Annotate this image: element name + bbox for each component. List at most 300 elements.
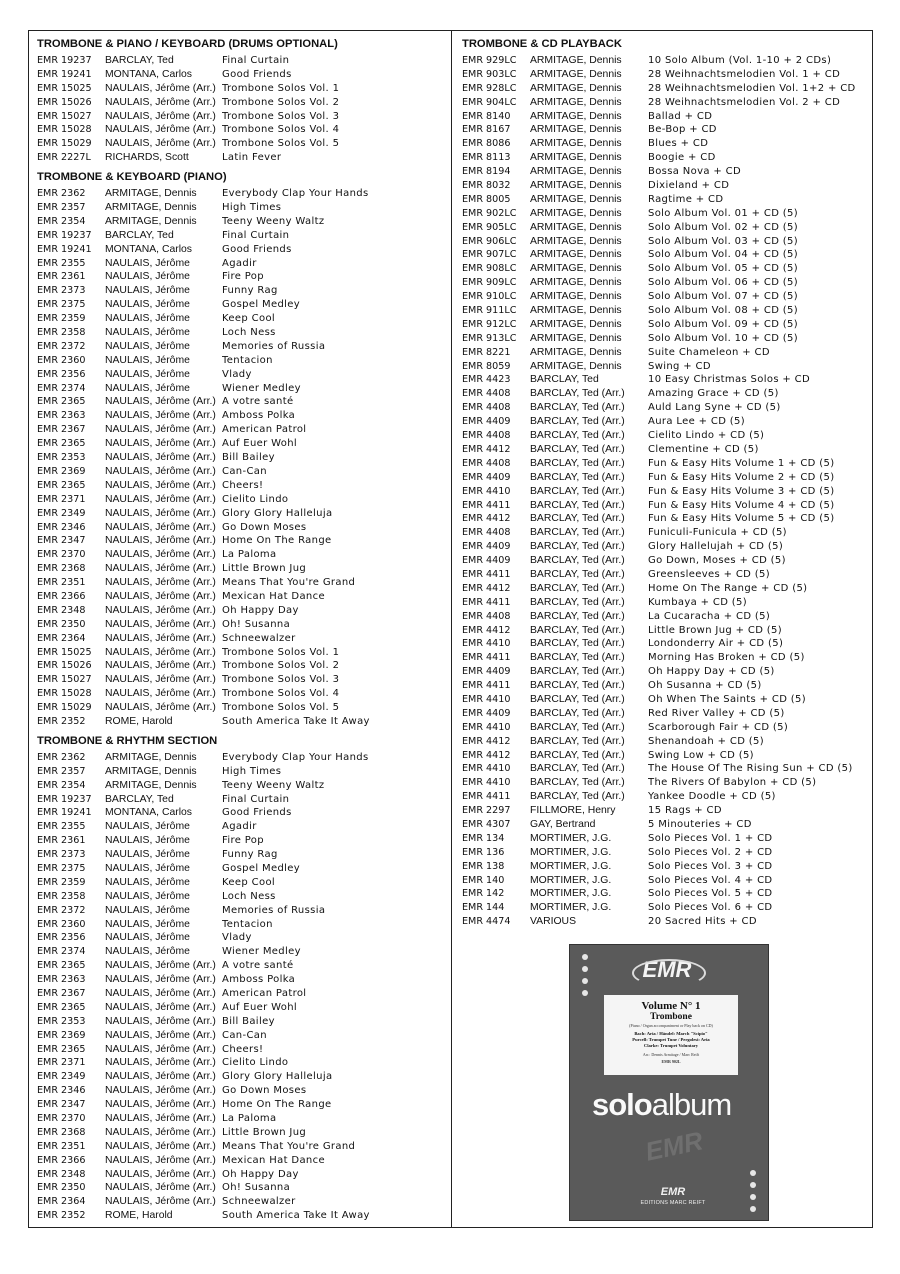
work-title: Vlady xyxy=(222,932,252,944)
composer: NAULAIS, Jérôme xyxy=(105,849,190,861)
catalog-number: EMR 2297 xyxy=(462,805,511,817)
composer: NAULAIS, Jérôme (Arr.) xyxy=(105,702,216,714)
composer: NAULAIS, Jérôme (Arr.) xyxy=(105,1182,216,1194)
composer: NAULAIS, Jérôme (Arr.) xyxy=(105,535,216,547)
catalog-row xyxy=(462,290,868,304)
composer: ARMITAGE, Dennis xyxy=(530,110,622,122)
catalog-number: EMR 138 xyxy=(462,860,505,872)
composer: NAULAIS, Jérôme (Arr.) xyxy=(105,1071,216,1083)
work-title: Tentacion xyxy=(222,354,273,366)
catalog-row xyxy=(462,887,868,901)
catalog-row xyxy=(462,332,868,346)
catalog-number: EMR 4409 xyxy=(462,416,511,428)
catalog-row xyxy=(462,318,868,332)
cover-piece: Purcell: Trumpet Tune / Pergolesi: Aria xyxy=(632,1037,710,1042)
catalog-number: EMR 4411 xyxy=(462,568,511,580)
catalog-row xyxy=(37,618,445,632)
catalog-row xyxy=(37,151,445,165)
work-title: Auf Euer Wohl xyxy=(222,438,298,450)
composer: ARMITAGE, Dennis xyxy=(530,193,622,205)
work-title: Cielito Lindo xyxy=(222,493,289,505)
catalog-number: EMR 4408 xyxy=(462,610,511,622)
work-title: Go Down, Moses + CD (5) xyxy=(648,555,786,567)
work-title: Cielito Lindo + CD (5) xyxy=(648,430,765,442)
catalog-row xyxy=(37,646,445,660)
catalog-row xyxy=(462,110,868,124)
catalog-row xyxy=(37,201,445,215)
work-title: Swing + CD xyxy=(648,360,711,372)
composer: NAULAIS, Jérôme (Arr.) xyxy=(105,688,216,700)
catalog-number: EMR 2352 xyxy=(37,715,86,727)
composer: BARCLAY, Ted (Arr.) xyxy=(530,430,625,442)
composer: NAULAIS, Jérôme (Arr.) xyxy=(105,493,216,505)
work-title: Everybody Clap Your Hands xyxy=(222,751,369,763)
catalog-row xyxy=(462,68,868,82)
catalog-row xyxy=(462,624,868,638)
catalog-row xyxy=(462,874,868,888)
catalog-row xyxy=(37,340,445,354)
catalog-number: EMR 4412 xyxy=(462,735,511,747)
catalog-number: EMR 2357 xyxy=(37,765,86,777)
composer: NAULAIS, Jérôme (Arr.) xyxy=(105,424,216,436)
catalog-row xyxy=(462,54,868,68)
catalog-number: EMR 2349 xyxy=(37,507,86,519)
catalog-number: EMR 144 xyxy=(462,902,505,914)
catalog-number: EMR 2368 xyxy=(37,1126,86,1138)
catalog-row xyxy=(462,82,868,96)
composer: MORTIMER, J.G. xyxy=(530,888,612,900)
work-title: Trombone Solos Vol. 2 xyxy=(222,96,340,108)
work-title: Oh Susanna + CD (5) xyxy=(648,680,762,692)
section-heading: TROMBONE & RHYTHM SECTION xyxy=(37,734,218,747)
work-title: Cheers! xyxy=(222,1043,264,1055)
catalog-number: EMR 2356 xyxy=(37,932,86,944)
catalog-number: EMR 2347 xyxy=(37,535,86,547)
composer: NAULAIS, Jérôme (Arr.) xyxy=(105,479,216,491)
catalog-row xyxy=(37,1056,445,1070)
catalog-number: EMR 134 xyxy=(462,832,505,844)
catalog-number: EMR 2356 xyxy=(37,368,86,380)
catalog-row xyxy=(37,368,445,382)
work-title: Fun & Easy Hits Volume 2 + CD (5) xyxy=(648,471,835,483)
composer: NAULAIS, Jérôme (Arr.) xyxy=(105,1099,216,1111)
composer: ARMITAGE, Dennis xyxy=(530,346,622,358)
work-title: Keep Cool xyxy=(222,876,276,888)
catalog-number: EMR 4408 xyxy=(462,388,511,400)
cover-dot xyxy=(750,1194,756,1200)
composer: NAULAIS, Jérôme (Arr.) xyxy=(105,674,216,686)
work-title: Cielito Lindo xyxy=(222,1057,289,1069)
composer: NAULAIS, Jérôme xyxy=(105,340,190,352)
catalog-row xyxy=(462,457,868,471)
composer: BARCLAY, Ted (Arr.) xyxy=(530,721,625,733)
catalog-row xyxy=(37,590,445,604)
composer: ARMITAGE, Dennis xyxy=(530,96,622,108)
catalog-row xyxy=(37,1140,445,1154)
catalog-row xyxy=(462,776,868,790)
catalog-row xyxy=(37,437,445,451)
catalog-number: EMR 15029 xyxy=(37,702,92,714)
composer: BARCLAY, Ted (Arr.) xyxy=(530,568,625,580)
composer: BARCLAY, Ted (Arr.) xyxy=(530,402,625,414)
work-title: Solo Pieces Vol. 2 + CD xyxy=(648,846,773,858)
catalog-number: EMR 2351 xyxy=(37,577,86,589)
cover-volume: Volume N° 1 xyxy=(641,1000,701,1012)
composer: RICHARDS, Scott xyxy=(105,152,189,164)
work-title: Solo Album Vol. 04 + CD (5) xyxy=(648,249,799,261)
catalog-row xyxy=(462,693,868,707)
composer: NAULAIS, Jérôme (Arr.) xyxy=(105,660,216,672)
catalog-number: EMR 15029 xyxy=(37,138,92,150)
work-title: Solo Pieces Vol. 3 + CD xyxy=(648,860,773,872)
catalog-number: EMR 2371 xyxy=(37,493,86,505)
work-title: Greensleeves + CD (5) xyxy=(648,568,770,580)
work-title: Solo Album Vol. 10 + CD (5) xyxy=(648,332,799,344)
catalog-number: EMR 4412 xyxy=(462,443,511,455)
work-title: Home On The Range xyxy=(222,1099,332,1111)
composer: NAULAIS, Jérôme (Arr.) xyxy=(105,549,216,561)
catalog-number: EMR 4408 xyxy=(462,402,511,414)
composer: ARMITAGE, Dennis xyxy=(530,249,622,261)
catalog-row xyxy=(37,82,445,96)
catalog-row xyxy=(462,568,868,582)
composer: ARMITAGE, Dennis xyxy=(530,138,622,150)
catalog-row xyxy=(37,604,445,618)
cover-brand xyxy=(638,1185,708,1215)
catalog-row xyxy=(37,229,445,243)
work-title: Boogie + CD xyxy=(648,152,716,164)
catalog-number: EMR 2370 xyxy=(37,1113,86,1125)
work-title: Solo Album Vol. 07 + CD (5) xyxy=(648,291,799,303)
catalog-number: EMR 2375 xyxy=(37,862,86,874)
composer: NAULAIS, Jérôme xyxy=(105,327,190,339)
catalog-frame xyxy=(28,30,873,1228)
catalog-number: EMR 2358 xyxy=(37,890,86,902)
catalog-number: EMR 2373 xyxy=(37,849,86,861)
catalog-row xyxy=(462,96,868,110)
cover-dot xyxy=(582,966,588,972)
catalog-row xyxy=(462,540,868,554)
work-title: Tentacion xyxy=(222,918,273,930)
catalog-row xyxy=(37,751,445,765)
catalog-row xyxy=(37,312,445,326)
composer: BARCLAY, Ted (Arr.) xyxy=(530,555,625,567)
catalog-number: EMR 19241 xyxy=(37,807,92,819)
catalog-row xyxy=(462,248,868,262)
composer: BARCLAY, Ted (Arr.) xyxy=(530,777,625,789)
catalog-row xyxy=(462,554,868,568)
work-title: 28 Weihnachtsmelodien Vol. 2 + CD xyxy=(648,96,841,108)
catalog-row xyxy=(37,1070,445,1084)
composer: NAULAIS, Jérôme (Arr.) xyxy=(105,646,216,658)
work-title: Dixieland + CD xyxy=(648,180,730,192)
composer: NAULAIS, Jérôme xyxy=(105,313,190,325)
catalog-row xyxy=(462,832,868,846)
catalog-row xyxy=(37,1168,445,1182)
cover-instrument: Trombone xyxy=(650,1012,692,1022)
catalog-row xyxy=(462,276,868,290)
catalog-number: EMR 2372 xyxy=(37,340,86,352)
work-title: Oh! Susanna xyxy=(222,618,291,630)
work-title: Gospel Medley xyxy=(222,299,301,311)
catalog-row xyxy=(462,193,868,207)
catalog-row xyxy=(462,179,868,193)
work-title: Means That You're Grand xyxy=(222,1140,356,1152)
catalog-row xyxy=(37,215,445,229)
catalog-row xyxy=(37,270,445,284)
catalog-number: EMR 2357 xyxy=(37,202,86,214)
catalog-row xyxy=(37,918,445,932)
work-title: Agadir xyxy=(222,257,257,269)
composer: NAULAIS, Jérôme (Arr.) xyxy=(105,96,216,108)
work-title: Wiener Medley xyxy=(222,382,301,394)
composer: ARMITAGE, Dennis xyxy=(105,188,197,200)
catalog-row xyxy=(462,665,868,679)
catalog-row xyxy=(462,915,868,929)
catalog-row xyxy=(37,395,445,409)
work-title: Funiculi-Funicula + CD (5) xyxy=(648,527,787,539)
catalog-number: EMR 4411 xyxy=(462,791,511,803)
catalog-row xyxy=(37,409,445,423)
catalog-row xyxy=(37,945,445,959)
composer: ARMITAGE, Dennis xyxy=(105,215,197,227)
work-title: Go Down Moses xyxy=(222,521,307,533)
work-title: Home On The Range + CD (5) xyxy=(648,582,808,594)
work-title: High Times xyxy=(222,765,282,777)
catalog-number: EMR 8113 xyxy=(462,152,511,164)
catalog-number: EMR 4423 xyxy=(462,374,511,386)
catalog-row xyxy=(37,687,445,701)
catalog-row xyxy=(37,576,445,590)
work-title: Keep Cool xyxy=(222,313,276,325)
work-title: Londonderry Air + CD (5) xyxy=(648,638,784,650)
catalog-number: EMR 19241 xyxy=(37,68,92,80)
catalog-row xyxy=(37,534,445,548)
catalog-number: EMR 2369 xyxy=(37,465,86,477)
catalog-row xyxy=(462,123,868,137)
work-title: Little Brown Jug + CD (5) xyxy=(648,624,783,636)
catalog-number: EMR 4412 xyxy=(462,749,511,761)
composer: BARCLAY, Ted (Arr.) xyxy=(530,499,625,511)
catalog-row xyxy=(37,187,445,201)
catalog-number: EMR 4412 xyxy=(462,624,511,636)
composer: ARMITAGE, Dennis xyxy=(105,202,197,214)
catalog-row xyxy=(37,632,445,646)
catalog-row xyxy=(37,701,445,715)
catalog-row xyxy=(37,54,445,68)
composer: NAULAIS, Jérôme (Arr.) xyxy=(105,988,216,999)
catalog-number: EMR 15025 xyxy=(37,82,92,94)
catalog-number: EMR 2367 xyxy=(37,988,86,999)
catalog-row xyxy=(37,673,445,687)
catalog-number: EMR 8194 xyxy=(462,166,511,178)
composer: NAULAIS, Jérôme (Arr.) xyxy=(105,1196,216,1208)
work-title: Fire Pop xyxy=(222,271,264,283)
composer: NAULAIS, Jérôme (Arr.) xyxy=(105,82,216,94)
composer: NAULAIS, Jérôme xyxy=(105,821,190,833)
catalog-number: EMR 19237 xyxy=(37,55,92,66)
catalog-number: EMR 2370 xyxy=(37,549,86,561)
work-title: Can-Can xyxy=(222,1029,267,1041)
work-title: Solo Album Vol. 09 + CD (5) xyxy=(648,318,799,330)
catalog-row xyxy=(462,207,868,221)
composer: NAULAIS, Jérôme xyxy=(105,368,190,380)
cover-piece: Clarke: Trumpet Voluntary xyxy=(643,1043,699,1048)
composer: NAULAIS, Jérôme (Arr.) xyxy=(105,507,216,519)
catalog-row xyxy=(37,793,445,807)
work-title: Oh When The Saints + CD (5) xyxy=(648,693,806,705)
composer: ARMITAGE, Dennis xyxy=(530,207,622,219)
catalog-number: EMR 929LC xyxy=(462,55,517,66)
cover-dot xyxy=(582,954,588,960)
catalog-number: EMR 8140 xyxy=(462,110,511,122)
composer: NAULAIS, Jérôme (Arr.) xyxy=(105,632,216,644)
catalog-number: EMR 2358 xyxy=(37,327,86,339)
catalog-row xyxy=(37,820,445,834)
work-title: Glory Glory Halleluja xyxy=(222,1071,333,1083)
composer: NAULAIS, Jérôme (Arr.) xyxy=(105,1043,216,1055)
catalog-row xyxy=(37,715,445,729)
catalog-row xyxy=(37,1029,445,1043)
catalog-row xyxy=(462,137,868,151)
composer: NAULAIS, Jérôme xyxy=(105,354,190,366)
catalog-row xyxy=(37,876,445,890)
catalog-number: EMR 4409 xyxy=(462,666,511,678)
catalog-row xyxy=(462,790,868,804)
composer: NAULAIS, Jérôme (Arr.) xyxy=(105,396,216,408)
composer: ARMITAGE, Dennis xyxy=(530,82,622,94)
catalog-number: EMR 4410 xyxy=(462,763,511,775)
catalog-row xyxy=(37,137,445,151)
composer: NAULAIS, Jérôme (Arr.) xyxy=(105,577,216,589)
catalog-number: EMR 8005 xyxy=(462,193,511,205)
catalog-number: EMR 4409 xyxy=(462,707,511,719)
cover-dot xyxy=(750,1170,756,1176)
catalog-row xyxy=(462,346,868,360)
composer: NAULAIS, Jérôme (Arr.) xyxy=(105,563,216,575)
composer: BARCLAY, Ted (Arr.) xyxy=(530,638,625,650)
catalog-number: EMR 15027 xyxy=(37,674,92,686)
composer: ROME, Harold xyxy=(105,715,173,727)
cover-piece: Bach: Aria / Händel: March "Scipio" xyxy=(634,1031,708,1036)
composer: NAULAIS, Jérôme (Arr.) xyxy=(105,1001,216,1013)
composer: BARCLAY, Ted (Arr.) xyxy=(530,749,625,761)
catalog-number: EMR 8032 xyxy=(462,180,511,192)
catalog-number: EMR 2363 xyxy=(37,974,86,986)
catalog-number: EMR 2372 xyxy=(37,904,86,916)
composer: BARCLAY, Ted (Arr.) xyxy=(530,791,625,803)
catalog-row xyxy=(462,235,868,249)
work-title: La Cucaracha + CD (5) xyxy=(648,610,771,622)
work-title: Auld Lang Syne + CD (5) xyxy=(648,402,781,414)
catalog-row xyxy=(37,493,445,507)
catalog-number: EMR 2365 xyxy=(37,438,86,450)
catalog-number: EMR 2371 xyxy=(37,1057,86,1069)
catalog-number: EMR 2351 xyxy=(37,1140,86,1152)
composer: NAULAIS, Jérôme xyxy=(105,835,190,847)
catalog-row xyxy=(37,1154,445,1168)
work-title: Solo Pieces Vol. 5 + CD xyxy=(648,888,773,900)
catalog-row xyxy=(462,151,868,165)
section-heading: TROMBONE & PIANO / KEYBOARD (DRUMS OPTIONAL) xyxy=(37,38,338,50)
catalog-number: EMR 2365 xyxy=(37,960,86,972)
work-title: Final Curtain xyxy=(222,793,290,805)
catalog-row xyxy=(37,806,445,820)
composer: NAULAIS, Jérôme (Arr.) xyxy=(105,1113,216,1125)
catalog-number: EMR 903LC xyxy=(462,68,517,80)
catalog-row xyxy=(37,1195,445,1209)
catalog-number: EMR 4411 xyxy=(462,652,511,664)
work-title: Yankee Doodle + CD (5) xyxy=(648,791,776,803)
catalog-number: EMR 15026 xyxy=(37,96,92,108)
work-title: Ragtime + CD xyxy=(648,193,724,205)
work-title: Solo Pieces Vol. 4 + CD xyxy=(648,874,773,886)
cover-image xyxy=(569,944,769,1221)
work-title: Bossa Nova + CD xyxy=(648,166,742,178)
catalog-number: EMR 2350 xyxy=(37,1182,86,1194)
catalog-number: EMR 4410 xyxy=(462,485,511,497)
catalog-number: EMR 2374 xyxy=(37,946,86,958)
catalog-number: EMR 2365 xyxy=(37,1043,86,1055)
work-title: Morning Has Broken + CD (5) xyxy=(648,652,805,664)
catalog-row xyxy=(37,507,445,521)
catalog-number: EMR 2227L xyxy=(37,152,91,164)
composer: ARMITAGE, Dennis xyxy=(530,332,622,344)
catalog-row xyxy=(462,679,868,693)
composer: BARCLAY, Ted (Arr.) xyxy=(530,527,625,539)
catalog-row xyxy=(462,512,868,526)
work-title: Bill Bailey xyxy=(222,452,275,464)
catalog-number: EMR 909LC xyxy=(462,277,517,289)
catalog-number: EMR 2360 xyxy=(37,354,86,366)
work-title: Good Friends xyxy=(222,243,292,255)
cover-emr-logo: EMR xyxy=(628,955,706,985)
catalog-number: EMR 15027 xyxy=(37,110,92,122)
cover-brand-logo: EMR xyxy=(660,1186,686,1198)
catalog-number: EMR 906LC xyxy=(462,235,517,247)
catalog-row xyxy=(37,1001,445,1015)
work-title: Trombone Solos Vol. 3 xyxy=(222,110,340,122)
work-title: Cheers! xyxy=(222,479,264,491)
work-title: Solo Pieces Vol. 6 + CD xyxy=(648,902,773,914)
composer: MORTIMER, J.G. xyxy=(530,832,612,844)
work-title: American Patrol xyxy=(222,424,307,436)
catalog-row xyxy=(37,257,445,271)
catalog-row xyxy=(37,423,445,437)
cover-dot xyxy=(582,978,588,984)
catalog-number: EMR 910LC xyxy=(462,291,517,303)
composer: NAULAIS, Jérôme (Arr.) xyxy=(105,124,216,136)
work-title: Oh! Susanna xyxy=(222,1182,291,1194)
work-title: Go Down Moses xyxy=(222,1085,307,1097)
work-title: Teeny Weeny Waltz xyxy=(222,215,325,227)
work-title: Schneewalzer xyxy=(222,632,296,644)
work-title: Shenandoah + CD (5) xyxy=(648,735,764,747)
catalog-number: EMR 2368 xyxy=(37,563,86,575)
work-title: South America Take It Away xyxy=(222,715,370,727)
catalog-number: EMR 2346 xyxy=(37,521,86,533)
composer: ARMITAGE, Dennis xyxy=(105,765,197,777)
work-title: Gospel Medley xyxy=(222,862,301,874)
catalog-row xyxy=(37,284,445,298)
catalog-number: EMR 8167 xyxy=(462,124,511,136)
catalog-row xyxy=(37,904,445,918)
catalog-row xyxy=(462,596,868,610)
catalog-number: EMR 140 xyxy=(462,874,505,886)
composer: BARCLAY, Ted (Arr.) xyxy=(530,596,625,608)
catalog-number: EMR 15026 xyxy=(37,660,92,672)
catalog-row xyxy=(462,304,868,318)
